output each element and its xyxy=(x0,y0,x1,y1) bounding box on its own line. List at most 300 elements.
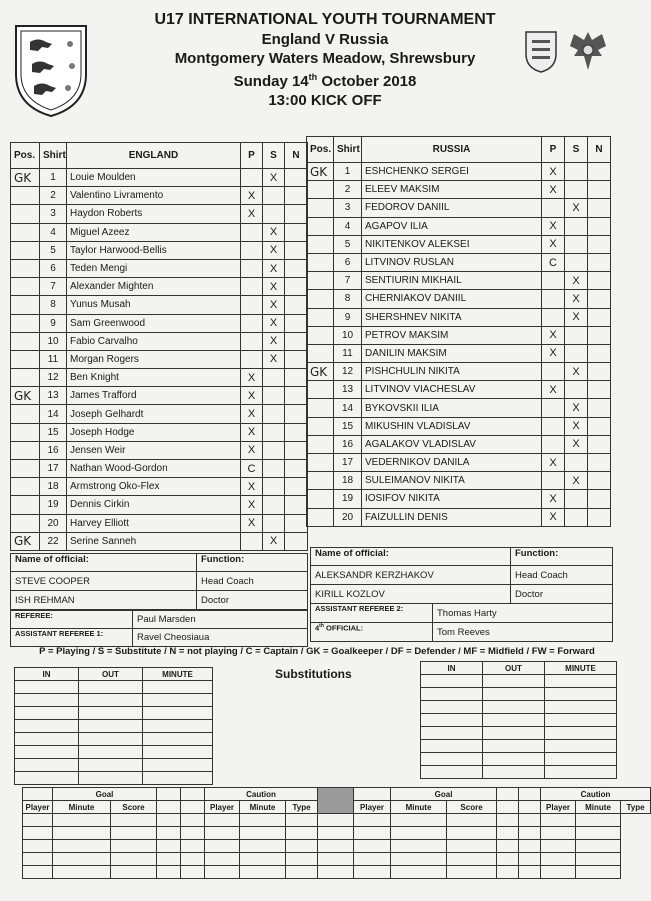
substitute-mark xyxy=(565,253,588,271)
blank-cell xyxy=(545,701,617,714)
substitute-mark xyxy=(565,490,588,508)
blank-cell xyxy=(483,714,545,727)
player-position xyxy=(307,253,334,271)
substitute-mark: X xyxy=(565,435,588,453)
player-row xyxy=(307,308,611,326)
blank-cell xyxy=(541,840,576,853)
player-row xyxy=(11,332,308,350)
blank-cell xyxy=(181,853,205,866)
not-playing-mark xyxy=(588,253,611,271)
not-playing-mark xyxy=(285,496,308,514)
minute-header: Minute xyxy=(240,801,286,814)
blank-row xyxy=(421,740,617,753)
player-name: LITVINOV RUSLAN xyxy=(362,253,542,271)
venue: Montgomery Waters Meadow, Shrewsbury xyxy=(174,50,476,67)
player-shirt-number: 1 xyxy=(40,169,67,187)
blank-cell xyxy=(421,675,483,688)
blank-cell xyxy=(53,827,111,840)
player-position xyxy=(11,241,40,259)
not-playing-mark xyxy=(588,490,611,508)
player-shirt-number: 18 xyxy=(40,478,67,496)
not-playing-mark xyxy=(588,235,611,253)
player-shirt-number: 20 xyxy=(40,514,67,532)
substitute-mark xyxy=(263,496,285,514)
official-name: ALEKSANDR KERZHAKOV xyxy=(311,566,511,585)
not-playing-mark xyxy=(285,259,308,277)
pos-header: Pos. xyxy=(11,143,40,169)
official-name: ISH REHMAN xyxy=(11,591,197,610)
not-playing-mark xyxy=(588,344,611,362)
blank-cell xyxy=(240,866,286,879)
player-shirt-number: 16 xyxy=(40,441,67,459)
blank-cell xyxy=(286,866,318,879)
blank-cell xyxy=(79,694,143,707)
playing-mark: X xyxy=(542,454,565,472)
player-position xyxy=(11,205,40,223)
goal-header: Goal xyxy=(53,788,157,801)
player-row xyxy=(307,454,611,472)
playing-mark: X xyxy=(542,508,565,526)
player-row xyxy=(307,363,611,381)
type-header: Type xyxy=(621,801,651,814)
blank-cell xyxy=(354,866,391,879)
player-shirt-number: 17 xyxy=(334,454,362,472)
substitute-mark: X xyxy=(263,332,285,350)
player-name: Taylor Harwood-Bellis xyxy=(67,241,241,259)
player-header: Player xyxy=(23,801,53,814)
legend: P = Playing / S = Substitute / N = not playing / C = Captain / GK = Goalkeeper / DF = Defender / MF = Midfield / FW = Forward xyxy=(39,646,595,657)
substitute-mark xyxy=(263,387,285,405)
blank-cell xyxy=(421,766,483,779)
blank-cell xyxy=(79,746,143,759)
not-playing-mark xyxy=(588,381,611,399)
blank-row xyxy=(15,694,213,707)
blank-cell xyxy=(111,827,157,840)
player-shirt-number: 12 xyxy=(40,369,67,387)
player-position xyxy=(307,290,334,308)
blank-row xyxy=(421,688,617,701)
shirt-header: Shirt xyxy=(334,137,362,163)
player-shirt-number: 15 xyxy=(40,423,67,441)
not-playing-header: N xyxy=(285,143,308,169)
blank-cell xyxy=(576,840,621,853)
not-playing-mark xyxy=(588,199,611,217)
official-function: Doctor xyxy=(197,591,308,610)
blank-cell xyxy=(391,840,447,853)
not-playing-mark xyxy=(588,290,611,308)
blank-cell xyxy=(483,675,545,688)
playing-mark xyxy=(241,259,263,277)
player-shirt-number: 1 xyxy=(334,163,362,181)
blank-cell xyxy=(79,681,143,694)
score-header: Score xyxy=(111,801,157,814)
substitute-mark: X xyxy=(565,272,588,290)
player-shirt-number: 19 xyxy=(334,490,362,508)
blank-cell xyxy=(157,827,181,840)
player-shirt-number: 3 xyxy=(334,199,362,217)
blank-row xyxy=(23,814,651,827)
blank-cell xyxy=(15,694,79,707)
blank-cell xyxy=(23,866,53,879)
player-position xyxy=(11,259,40,277)
playing-mark: X xyxy=(542,490,565,508)
blank-cell xyxy=(240,827,286,840)
blank-cell xyxy=(143,720,213,733)
substitute-mark: X xyxy=(565,290,588,308)
player-position: GK xyxy=(307,163,334,181)
substitute-mark xyxy=(263,187,285,205)
blank-cell xyxy=(181,840,205,853)
player-name: AGAPOV ILIA xyxy=(362,217,542,235)
player-row xyxy=(11,532,308,550)
player-shirt-number: 8 xyxy=(334,290,362,308)
blank-row xyxy=(421,701,617,714)
player-shirt-number: 7 xyxy=(334,272,362,290)
player-name: Harvey Elliott xyxy=(67,514,241,532)
player-position xyxy=(307,326,334,344)
not-playing-mark xyxy=(588,308,611,326)
substitute-header: S xyxy=(263,143,285,169)
player-shirt-number: 6 xyxy=(40,259,67,277)
blank-cell xyxy=(541,853,576,866)
blank-cell xyxy=(23,827,53,840)
blank-cell xyxy=(240,853,286,866)
player-position xyxy=(307,381,334,399)
substitute-mark: X xyxy=(263,296,285,314)
blank-cell xyxy=(519,814,541,827)
player-position xyxy=(11,187,40,205)
player-position: GK xyxy=(307,363,334,381)
player-name: Armstrong Oko-Flex xyxy=(67,478,241,496)
player-row xyxy=(307,253,611,271)
fourth-official-label: 4th OFFICIAL: xyxy=(311,623,433,642)
player-row xyxy=(11,169,308,187)
blank-cell xyxy=(23,814,53,827)
blank-cell xyxy=(391,827,447,840)
blank-cell xyxy=(483,727,545,740)
player-name: Joseph Gelhardt xyxy=(67,405,241,423)
not-playing-mark xyxy=(285,205,308,223)
blank-cell xyxy=(545,740,617,753)
england-team-name: ENGLAND xyxy=(67,143,241,169)
substitute-mark xyxy=(565,381,588,399)
blank-cell xyxy=(519,840,541,853)
substitute-mark: X xyxy=(565,199,588,217)
substitute-mark xyxy=(565,217,588,235)
player-name: AGALAKOV VLADISLAV xyxy=(362,435,542,453)
blank-cell xyxy=(111,840,157,853)
goals-cautions-table xyxy=(22,787,651,879)
player-position xyxy=(11,296,40,314)
official-function: Doctor xyxy=(511,585,613,604)
player-row xyxy=(307,381,611,399)
blank-cell xyxy=(286,814,318,827)
player-position xyxy=(307,472,334,490)
blank-row xyxy=(421,714,617,727)
blank-cell xyxy=(545,675,617,688)
player-row xyxy=(307,435,611,453)
player-name: James Trafford xyxy=(67,387,241,405)
player-position xyxy=(11,460,40,478)
player-position xyxy=(11,478,40,496)
assistant-referee-1-name: Ravel Cheosiaua xyxy=(133,629,308,647)
player-shirt-number: 15 xyxy=(334,417,362,435)
blank-cell xyxy=(447,866,497,879)
not-playing-header: N xyxy=(588,137,611,163)
blank-cell xyxy=(143,772,213,785)
substitute-mark xyxy=(263,441,285,459)
player-name: IOSIFOV NIKITA xyxy=(362,490,542,508)
playing-mark: X xyxy=(241,187,263,205)
substitute-mark: X xyxy=(263,241,285,259)
blank-row xyxy=(15,772,213,785)
player-name: DANILIN MAKSIM xyxy=(362,344,542,362)
player-position xyxy=(11,369,40,387)
blank-cell xyxy=(483,766,545,779)
playing-mark xyxy=(241,223,263,241)
substitute-mark xyxy=(263,478,285,496)
player-row xyxy=(11,478,308,496)
tournament-title: U17 INTERNATIONAL YOUTH TOURNAMENT xyxy=(154,11,496,28)
playing-mark: X xyxy=(241,387,263,405)
substitute-mark xyxy=(565,326,588,344)
playing-mark: X xyxy=(542,163,565,181)
playing-mark xyxy=(542,399,565,417)
substitute-mark xyxy=(565,163,588,181)
player-position xyxy=(307,344,334,362)
blank-cell xyxy=(15,733,79,746)
player-row xyxy=(307,344,611,362)
player-name: Joseph Hodge xyxy=(67,423,241,441)
score-header: Score xyxy=(447,801,497,814)
not-playing-mark xyxy=(285,478,308,496)
blank-cell xyxy=(23,840,53,853)
not-playing-mark xyxy=(588,508,611,526)
in-header: IN xyxy=(421,662,483,675)
player-shirt-number: 9 xyxy=(334,308,362,326)
player-shirt-number: 12 xyxy=(334,363,362,381)
substitute-mark xyxy=(565,508,588,526)
player-name: Sam Greenwood xyxy=(67,314,241,332)
player-row xyxy=(307,163,611,181)
assistant-referee-2-label: ASSISTANT REFEREE 2: xyxy=(311,604,433,623)
player-row xyxy=(307,290,611,308)
player-row xyxy=(307,181,611,199)
player-name: Fabio Carvalho xyxy=(67,332,241,350)
player-shirt-number: 18 xyxy=(334,472,362,490)
referee-name: Paul Marsden xyxy=(133,611,308,629)
blank-cell xyxy=(15,746,79,759)
player-position xyxy=(307,490,334,508)
player-position xyxy=(307,199,334,217)
player-row xyxy=(307,490,611,508)
not-playing-mark xyxy=(285,223,308,241)
blank-cell xyxy=(143,681,213,694)
player-shirt-number: 13 xyxy=(40,387,67,405)
player-row xyxy=(11,496,308,514)
blank-cell xyxy=(143,759,213,772)
blank-row xyxy=(421,753,617,766)
player-row xyxy=(11,423,308,441)
blank-row xyxy=(23,853,651,866)
playing-mark: X xyxy=(241,369,263,387)
player-row xyxy=(11,205,308,223)
player-row xyxy=(307,235,611,253)
blank-cell xyxy=(318,853,354,866)
player-position xyxy=(307,308,334,326)
player-shirt-number: 11 xyxy=(334,344,362,362)
playing-mark: X xyxy=(241,423,263,441)
player-name: LITVINOV VIACHESLAV xyxy=(362,381,542,399)
blank-cell xyxy=(205,827,240,840)
player-name: VEDERNIKOV DANILA xyxy=(362,454,542,472)
substitute-mark xyxy=(263,423,285,441)
player-name: Teden Mengi xyxy=(67,259,241,277)
player-name: SENTIURIN MIKHAIL xyxy=(362,272,542,290)
caution-header: Caution xyxy=(541,788,651,801)
blank-row xyxy=(15,681,213,694)
blank-cell xyxy=(541,814,576,827)
playing-mark: X xyxy=(241,405,263,423)
player-row xyxy=(11,350,308,368)
blank-cell xyxy=(497,827,519,840)
not-playing-mark xyxy=(285,532,308,550)
player-position xyxy=(11,441,40,459)
player-shirt-number: 22 xyxy=(40,532,67,550)
blank-cell xyxy=(447,853,497,866)
blank-cell xyxy=(541,827,576,840)
in-header: IN xyxy=(15,668,79,681)
blank-cell xyxy=(318,814,354,827)
playing-mark: X xyxy=(542,217,565,235)
player-name: PETROV MAKSIM xyxy=(362,326,542,344)
player-name: Dennis Cirkin xyxy=(67,496,241,514)
blank-row xyxy=(23,827,651,840)
player-row xyxy=(307,417,611,435)
substitute-mark xyxy=(263,369,285,387)
blank-cell xyxy=(157,840,181,853)
playing-mark xyxy=(241,350,263,368)
blank-cell xyxy=(421,753,483,766)
blank-cell xyxy=(79,720,143,733)
player-shirt-number: 5 xyxy=(334,235,362,253)
blank-cell xyxy=(240,840,286,853)
player-shirt-number: 3 xyxy=(40,205,67,223)
blank-cell xyxy=(143,746,213,759)
blank-cell xyxy=(545,688,617,701)
not-playing-mark xyxy=(285,405,308,423)
playing-mark: X xyxy=(542,235,565,253)
blank-cell xyxy=(421,688,483,701)
blank-cell xyxy=(205,853,240,866)
player-shirt-number: 14 xyxy=(40,405,67,423)
blank-cell xyxy=(143,733,213,746)
playing-mark xyxy=(542,435,565,453)
player-shirt-number: 7 xyxy=(40,278,67,296)
player-shirt-number: 10 xyxy=(40,332,67,350)
blank-cell xyxy=(483,753,545,766)
assistant-referee-1-label: ASSISTANT REFEREE 1: xyxy=(11,629,133,647)
substitute-mark: X xyxy=(263,223,285,241)
substitute-mark: X xyxy=(263,532,285,550)
not-playing-mark xyxy=(588,326,611,344)
out-header: OUT xyxy=(483,662,545,675)
playing-mark: X xyxy=(241,205,263,223)
not-playing-mark xyxy=(588,472,611,490)
playing-mark xyxy=(542,290,565,308)
blank-cell xyxy=(354,840,391,853)
player-row xyxy=(11,187,308,205)
blank-cell xyxy=(205,840,240,853)
substitute-mark xyxy=(263,405,285,423)
player-name: PISHCHULIN NIKITA xyxy=(362,363,542,381)
blank-row xyxy=(421,727,617,740)
playing-mark: X xyxy=(241,496,263,514)
player-position xyxy=(11,496,40,514)
playing-mark: C xyxy=(542,253,565,271)
blank-cell xyxy=(519,827,541,840)
england-team-sheet xyxy=(10,142,308,551)
player-shirt-number: 11 xyxy=(40,350,67,368)
shirt-header: Shirt xyxy=(40,143,67,169)
playing-mark xyxy=(241,332,263,350)
blank-cell xyxy=(545,727,617,740)
blank-cell xyxy=(53,866,111,879)
not-playing-mark xyxy=(285,460,308,478)
player-shirt-number: 10 xyxy=(334,326,362,344)
playing-header: P xyxy=(542,137,565,163)
player-row xyxy=(11,405,308,423)
playing-mark xyxy=(542,472,565,490)
minute-header: Minute xyxy=(53,801,111,814)
russia-substitutions-table xyxy=(420,661,617,779)
not-playing-mark xyxy=(588,272,611,290)
playing-mark xyxy=(542,272,565,290)
blank-cell xyxy=(143,694,213,707)
playing-mark xyxy=(542,308,565,326)
minute-header: MINUTE xyxy=(545,662,617,675)
substitute-mark xyxy=(263,514,285,532)
playing-mark: X xyxy=(542,181,565,199)
player-position xyxy=(307,417,334,435)
player-name: SHERSHNEV NIKITA xyxy=(362,308,542,326)
not-playing-mark xyxy=(285,296,308,314)
player-name: SULEIMANOV NIKITA xyxy=(362,472,542,490)
playing-mark xyxy=(241,241,263,259)
russia-eagle-crest-icon xyxy=(566,26,610,76)
blank-cell xyxy=(447,827,497,840)
blank-row xyxy=(15,759,213,772)
substitutions-title: Substitutions xyxy=(275,667,352,681)
substitute-mark: X xyxy=(565,308,588,326)
not-playing-mark xyxy=(285,241,308,259)
player-position xyxy=(307,454,334,472)
player-row xyxy=(11,314,308,332)
playing-mark xyxy=(542,363,565,381)
player-position xyxy=(307,435,334,453)
player-name: Valentino Livramento xyxy=(67,187,241,205)
player-name: Haydon Roberts xyxy=(67,205,241,223)
player-shirt-number: 2 xyxy=(40,187,67,205)
player-name: ESHCHENKO SERGEI xyxy=(362,163,542,181)
match-title: England V Russia xyxy=(261,31,389,48)
not-playing-mark xyxy=(285,441,308,459)
assistant-referee-2-name: Thomas Harty xyxy=(433,604,613,623)
player-position xyxy=(307,508,334,526)
substitute-mark: X xyxy=(565,363,588,381)
player-shirt-number: 13 xyxy=(334,381,362,399)
player-name: Miguel Azeez xyxy=(67,223,241,241)
